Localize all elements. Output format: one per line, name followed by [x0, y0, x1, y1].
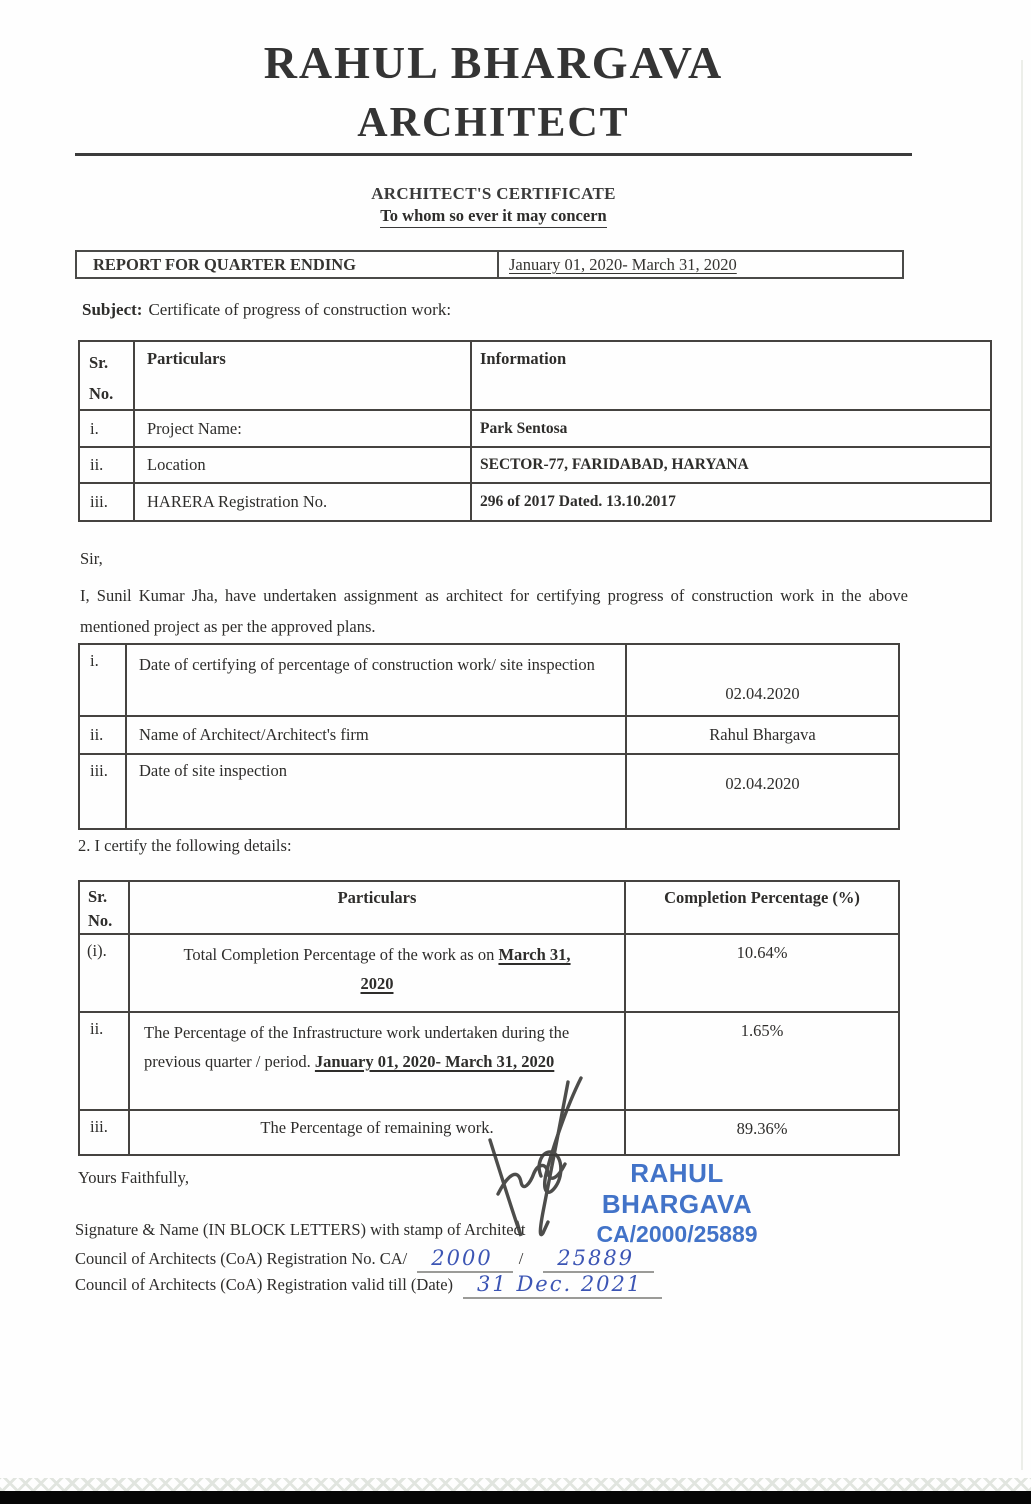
cell-particulars — [129, 934, 625, 1012]
certify-line: 2. I certify the following details: — [78, 836, 292, 855]
cell-sr: i. — [79, 644, 126, 716]
cell-sr: iii. — [79, 754, 126, 829]
cell-value: Rahul Bhargava — [626, 716, 899, 754]
cell-text: The Percentage of the Infrastructure work undertaken during the previous quarter / period. — [144, 1023, 570, 1071]
certificate-heading: ARCHITECT'S CERTIFICATE — [371, 184, 616, 203]
report-quarter-value: January 01, 2020- March 31, 2020 — [509, 255, 737, 274]
coa-no-separator: / — [518, 1249, 524, 1268]
cell-particulars: Location — [134, 447, 471, 483]
cell-text: Total Completion Percentage of the work as on — [183, 945, 499, 964]
header-cell-particulars: Particulars — [129, 881, 625, 934]
header-sr-line2: No. — [89, 384, 114, 403]
cell-information: SECTOR-77, FARIDABAD, HARYANA — [471, 447, 991, 483]
report-quarter-label: REPORT FOR QUARTER ENDING — [93, 255, 357, 274]
cell-sr: (i). — [79, 934, 129, 1012]
table-row — [79, 754, 899, 829]
cell-sr: ii. — [79, 716, 126, 754]
cell-information: 296 of 2017 Dated. 13.10.2017 — [471, 483, 991, 521]
cell-sr: iii. — [79, 1110, 129, 1155]
signature-scribble — [468, 1072, 618, 1250]
header-cell-sr — [79, 341, 134, 410]
cell-particulars: Date of certifying of percentage of construction work/ site inspection — [126, 644, 626, 716]
doc-title-line2: ARCHITECT — [357, 100, 630, 146]
table-row — [79, 644, 899, 716]
scan-edge-artifact — [1021, 60, 1023, 1470]
header-cell-sr — [79, 881, 129, 934]
cell-value: 89.36% — [625, 1110, 899, 1155]
header-divider-rule — [75, 153, 912, 156]
table-row — [79, 934, 899, 1012]
cell-particulars: Name of Architect/Architect's firm — [126, 716, 626, 754]
subject-text: Certificate of progress of construction work: — [148, 300, 452, 319]
header-sr-line2: No. — [88, 911, 113, 930]
subject-line — [82, 300, 451, 320]
cell-value: 02.04.2020 — [626, 754, 899, 829]
project-info-table — [78, 340, 992, 522]
cell-particulars: Date of site inspection — [126, 754, 626, 829]
stamp-registration: CA/2000/25889 — [596, 1221, 758, 1247]
salutation: Sir, — [80, 549, 103, 568]
header-cell-particulars: Particulars — [134, 341, 471, 410]
cell-sr: ii. — [79, 1012, 129, 1110]
coa-no-label: Council of Architects (CoA) Registration No. CA/ — [75, 1249, 408, 1268]
cell-text-underlined: 2020 — [360, 974, 394, 993]
cell-particulars: Project Name: — [134, 410, 471, 447]
cell-text-underlined: January 01, 2020- March 31, 2020 — [314, 1052, 555, 1071]
table-row — [79, 410, 991, 447]
coa-valid-label: Council of Architects (CoA) Registration valid till (Date) — [75, 1275, 454, 1294]
certificate-subheading-wrap — [75, 206, 912, 228]
subject-label: Subject: — [82, 300, 143, 319]
cell-value: 10.64% — [625, 934, 899, 1012]
table-row — [79, 716, 899, 754]
cell-information: Park Sentosa — [471, 410, 991, 447]
report-quarter-box — [75, 250, 904, 279]
cell-particulars: The Percentage of remaining work. — [129, 1110, 625, 1155]
header-cell-information: Information — [471, 341, 991, 410]
table-row — [79, 881, 899, 934]
cell-text-underlined: March 31, — [498, 945, 571, 964]
signature-instruction-line: Signature & Name (IN BLOCK LETTERS) with stamp of Architect — [75, 1220, 526, 1239]
coa-no-handwritten-2: 25889 — [543, 1246, 654, 1273]
coa-valid-line — [75, 1271, 662, 1298]
cell-particulars: HARERA Registration No. — [134, 483, 471, 521]
cell-sr: i. — [79, 410, 134, 447]
cell-value: 1.65% — [625, 1012, 899, 1110]
intro-paragraph: I, Sunil Kumar Jha, have undertaken assignment as architect for certifying progress of construction work in the above mentioned project as per the approved plans. — [80, 586, 908, 636]
bottom-black-bar — [0, 1491, 1031, 1504]
stamp-name: RAHUL BHARGAVA — [601, 1158, 753, 1219]
cell-sr: ii. — [79, 447, 134, 483]
coa-no-handwritten-1: 2000 — [417, 1246, 512, 1273]
report-box-divider — [497, 252, 499, 277]
header-cell-completion: Completion Percentage (%) — [625, 881, 899, 934]
inspection-details-table — [78, 643, 900, 830]
header-sr-line1: Sr. — [89, 353, 109, 372]
bottom-zigzag-pattern — [0, 1478, 1031, 1491]
coa-valid-handwritten: 31 Dec. 2021 — [463, 1272, 662, 1299]
closing-salutation: Yours Faithfully, — [78, 1168, 189, 1187]
doc-title-line1: RAHUL BHARGAVA — [263, 37, 724, 88]
certificate-subheading: To whom so ever it may concern — [380, 206, 606, 228]
table-row — [79, 483, 991, 521]
table-row — [79, 447, 991, 483]
table-row — [79, 341, 991, 410]
cell-value: 02.04.2020 — [626, 644, 899, 716]
cell-sr: iii. — [79, 483, 134, 521]
header-sr-line1: Sr. — [88, 887, 108, 906]
